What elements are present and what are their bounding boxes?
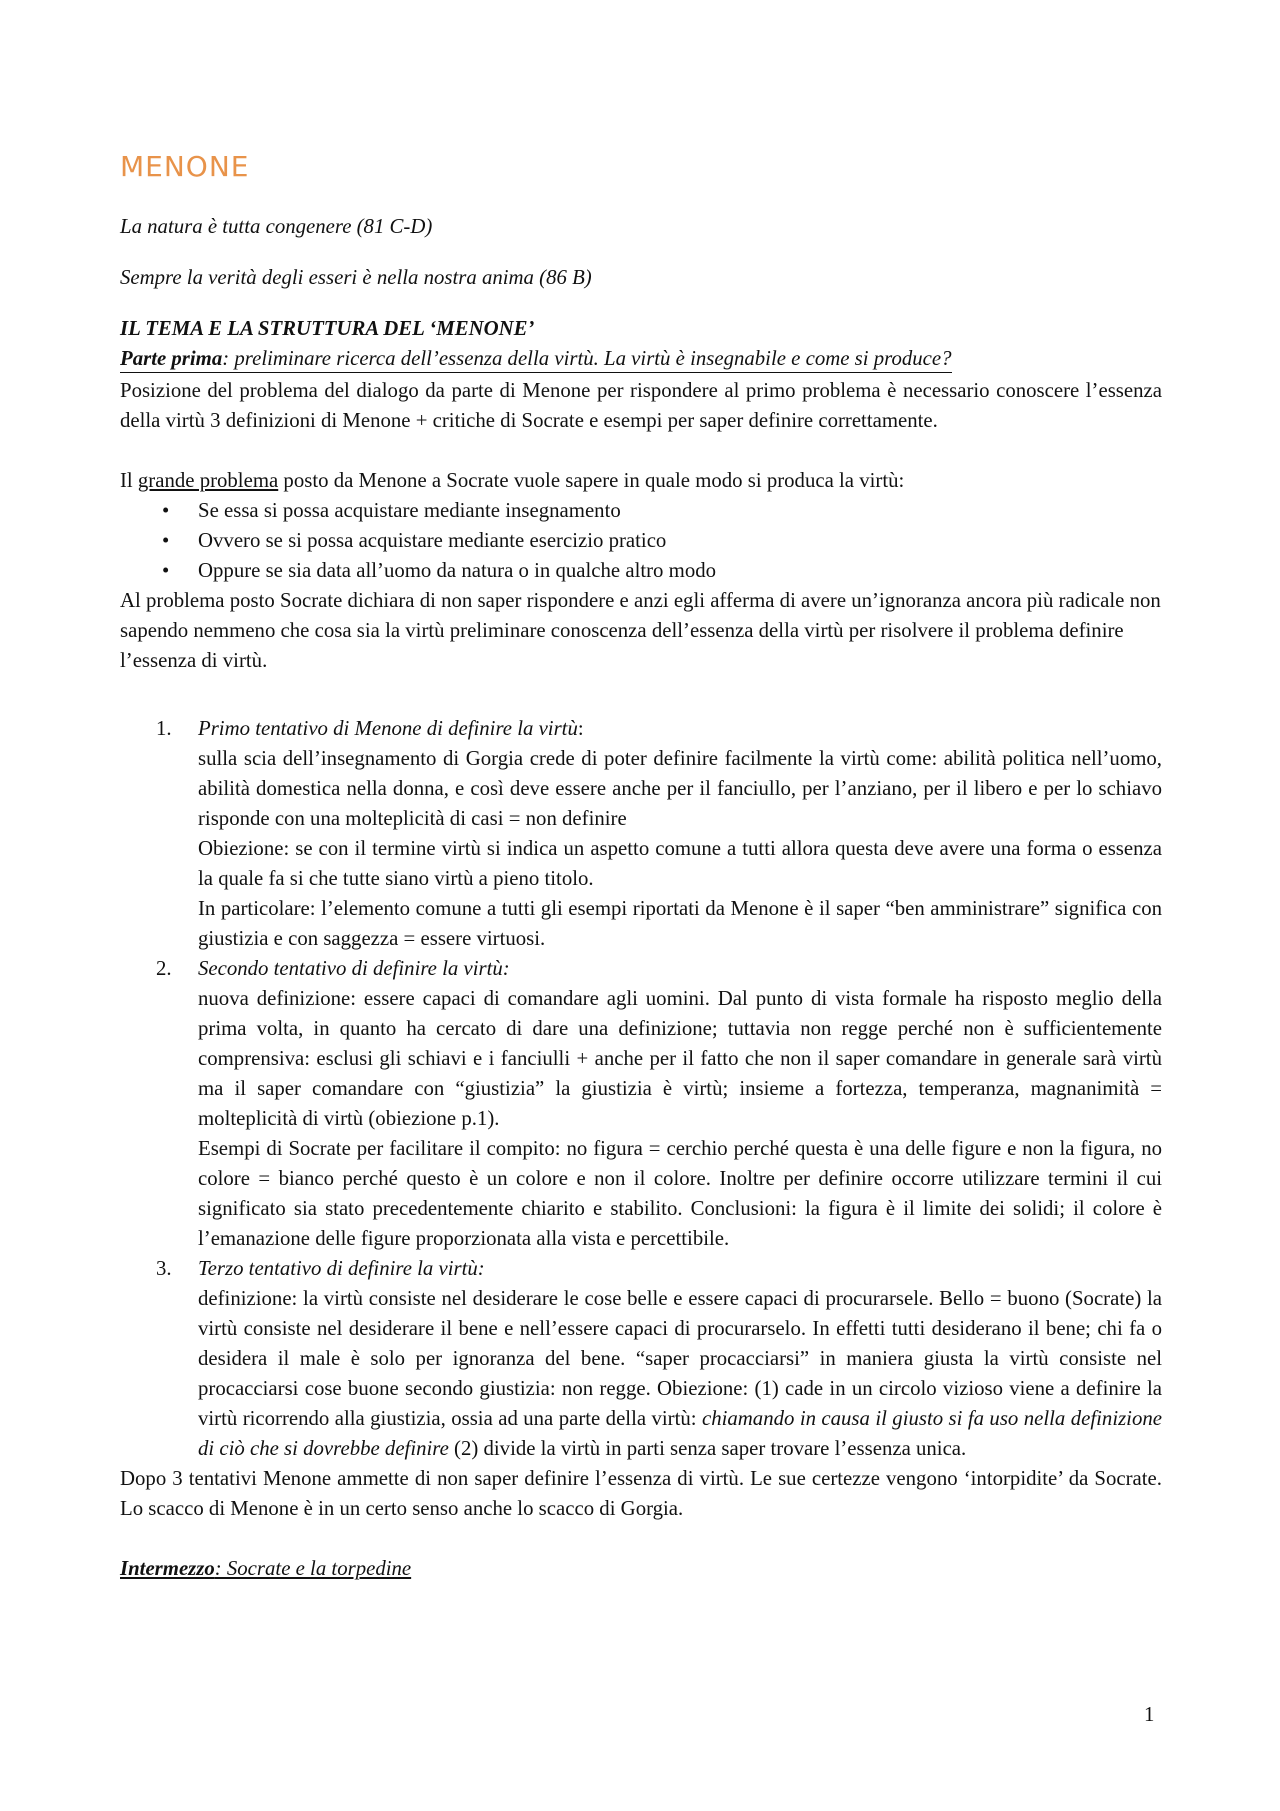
intermezzo-label: Intermezzo <box>120 1557 215 1580</box>
attempt-italic-text: chiamando in causa il giusto si fa uso nella definizione di ciò che si dovrebbe definire <box>198 1407 1162 1460</box>
attempt-item <box>120 954 1162 1254</box>
attempt-paragraph <box>198 1284 1162 1464</box>
list-item: • Se essa si possa acquistare mediante insegnamento <box>120 496 1162 526</box>
attempt-item <box>120 1254 1162 1464</box>
intro-paragraph: Posizione del problema del dialogo da parte di Menone per rispondere al primo problema è necessario conoscere l’essenza della virtù 3 definizioni di Menone + critiche di Socrate e esempi per saper definire correttamente. <box>120 379 1162 432</box>
attempts-list <box>120 714 1162 1464</box>
problem-underlined: grande problema <box>137 469 279 492</box>
intermezzo-heading <box>120 1554 411 1584</box>
attempt-tail-text: (2) divide la virtù in parti senza saper trovare l’essenza unica. <box>448 1437 967 1460</box>
page-number: 1 <box>1144 1703 1155 1726</box>
attempt-paragraph: nuova definizione: essere capaci di comandare agli uomini. Dal punto di vista formale ha risposto meglio della prima volta, in quanto ha cercato di dare una definizione; tuttavia non regge perché non è sufficientemente comprensiva: esclusi gli schiavi e i fanciulli + anche per il fatto che non il saper comandare in generale sarà virtù ma il saper comandare con “giustizia” la giustizia è virtù; insieme a fortezza, temperanza, magnanimità = molteplicità di virtù (obiezione p.1). <box>198 987 1162 1130</box>
conclusion-paragraph: Dopo 3 tentativi Menone ammette di non saper definire l’essenza di virtù. Le sue certezze vengono ‘intorpidite’ da Socrate. Lo scacco di Menone è in un certo senso anche lo scacco di Gorgia. <box>120 1467 1162 1520</box>
attempt-paragraph: sulla scia dell’insegnamento di Gorgia crede di poter definire facilmente la virtù come: abilità politica nell’uomo, abilità domestica nella donna, e così deve essere anche per il fanciullo, per l’anziano, per il libero e per lo schiavo risponde con una molteplicità di casi = non definire <box>198 747 1162 830</box>
attempt-item <box>120 714 1162 954</box>
attempt-number: 2. <box>156 957 172 980</box>
attempt-number: 3. <box>156 1257 172 1280</box>
document-body <box>120 212 1162 1584</box>
epigraph-1: La natura è tutta congenere (81 C-D) <box>120 215 433 238</box>
document-title: MENONE <box>120 150 250 183</box>
attempt-heading: Primo tentativo di Menone di definire la virtù <box>198 717 578 740</box>
problem-post: posto da Menone a Socrate vuole sapere in quale modo si produca la virtù: <box>278 469 905 492</box>
attempt-heading: Terzo tentativo di definire la virtù: <box>198 1257 485 1280</box>
attempt-heading: Secondo tentativo di definire la virtù: <box>198 957 510 980</box>
bullet-list <box>120 496 1162 586</box>
attempt-paragraph: Esempi di Socrate per facilitare il compito: no figura = cerchio perché questa è una delle figure e non la figura, no colore = bianco perché questo è un colore e non il colore. Inoltre per definire occorre utilizzare termini il cui significato sia stato precedentemente chiarito e stabilito. Conclusioni: la figura è il limite dei solidi; il colore è l’emanazione delle figure proporzionata alla vista e percettibile. <box>198 1137 1162 1250</box>
list-item: • Oppure se sia data all’uomo da natura o in qualche altro modo <box>120 556 1162 586</box>
problem-pre: Il <box>120 469 138 492</box>
attempt-text: definizione: la virtù consiste nel desiderare le cose belle e essere capaci di procurarsele. Bello = buono (Socrate) la virtù consiste nel desiderare il bene e nell’essere capaci di procurarselo. In effetti tutti desiderano il bene; chi fa o desidera il male è solo per ignoranza del bene. “saper procacciarsi” in maniera giusta la virtù consiste nel procacciarsi cose buone secondo giustizia: non regge. Obiezione: (1) cade in un circolo vizioso viene a definire la virtù ricorrendo alla giustizia, ossia ad una parte della virtù: <box>198 1287 1162 1430</box>
attempt-number: 1. <box>156 717 172 740</box>
attempt-heading-suffix: : <box>577 717 584 740</box>
attempt-paragraph: Obiezione: se con il termine virtù si indica un aspetto comune a tutti allora questa deve avere una forma o essenza la quale fa si che tutte siano virtù a pieno titolo. <box>198 837 1162 890</box>
parte-prima-heading <box>120 346 952 373</box>
epigraph-2: Sempre la verità degli esseri è nella nostra anima (86 B) <box>120 266 592 289</box>
parte-prima-text: : preliminare ricerca dell’essenza della virtù. La virtù è insegnabile e come si produce? <box>222 347 952 370</box>
list-item: • Ovvero se si possa acquistare mediante esercizio pratico <box>120 526 1162 556</box>
attempt-paragraph: In particolare: l’elemento comune a tutti gli esempi riportati da Menone è il saper “ben amministrare” significa con giustizia e con saggezza = essere virtuosi. <box>198 897 1162 950</box>
section-heading: IL TEMA E LA STRUTTURA DEL ‘MENONE’ <box>120 317 535 340</box>
intermezzo-text: : Socrate e la torpedine <box>214 1557 412 1580</box>
problem-paragraph <box>120 466 1162 496</box>
after-bullets-paragraph: Al problema posto Socrate dichiara di non saper rispondere e anzi egli afferma di avere un’ignoranza ancora più radicale non sapendo nemmeno che cosa sia la virtù preliminare conoscenza dell’essenza della virtù per risolvere il problema definire l’essenza di virtù. <box>120 589 1161 672</box>
parte-prima-label: Parte prima <box>120 347 223 370</box>
